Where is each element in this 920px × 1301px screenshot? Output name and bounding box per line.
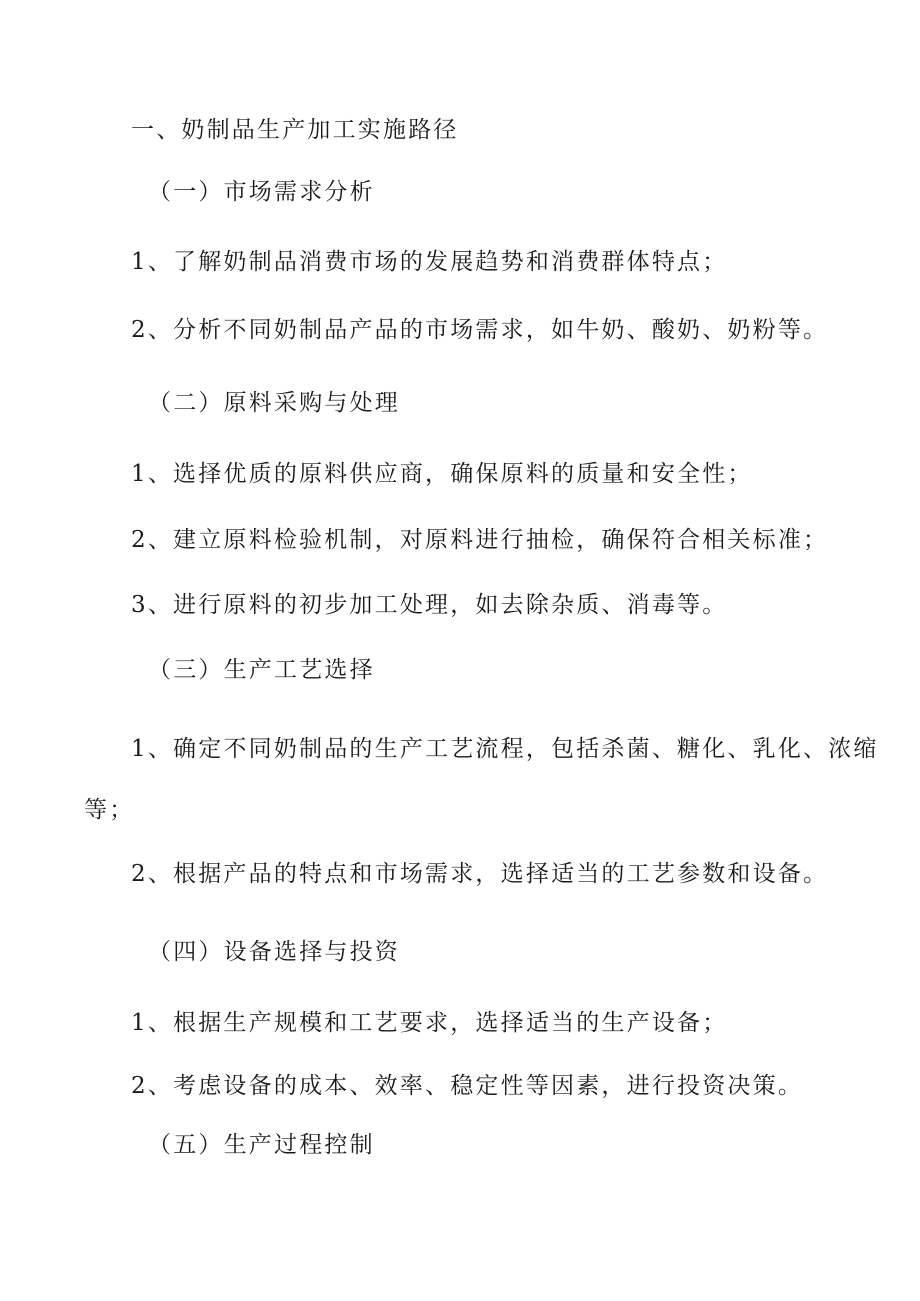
paragraph-item: 2、考虑设备的成本、效率、稳定性等因素，进行投资决策。 [131,1073,804,1099]
subsection-title-3: （三）生产工艺选择 [148,657,375,683]
section-title: 一、奶制品生产加工实施路径 [131,117,459,143]
subsection-title-5: （五）生产过程控制 [148,1132,375,1158]
paragraph-item: 2、根据产品的特点和市场需求，选择适当的工艺参数和设备。 [131,861,829,887]
paragraph-item: 3、进行原料的初步加工处理，如去除杂质、消毒等。 [131,592,728,618]
paragraph-item: 1、确定不同奶制品的生产工艺流程，包括杀菌、糖化、乳化、浓缩 [131,736,879,762]
paragraph-item: 1、选择优质的原料供应商，确保原料的质量和安全性； [131,461,753,487]
paragraph-item-continuation: 等； [84,797,135,823]
subsection-title-1: （一）市场需求分析 [148,179,375,205]
subsection-title-4: （四）设备选择与投资 [148,939,400,965]
paragraph-item: 1、根据生产规模和工艺要求，选择适当的生产设备； [131,1010,728,1036]
paragraph-item: 2、建立原料检验机制，对原料进行抽检，确保符合相关标准； [131,527,829,553]
subsection-title-2: （二）原料采购与处理 [148,390,400,416]
paragraph-item: 2、分析不同奶制品产品的市场需求，如牛奶、酸奶、奶粉等。 [131,317,829,343]
paragraph-item: 1、了解奶制品消费市场的发展趋势和消费群体特点； [131,249,728,275]
